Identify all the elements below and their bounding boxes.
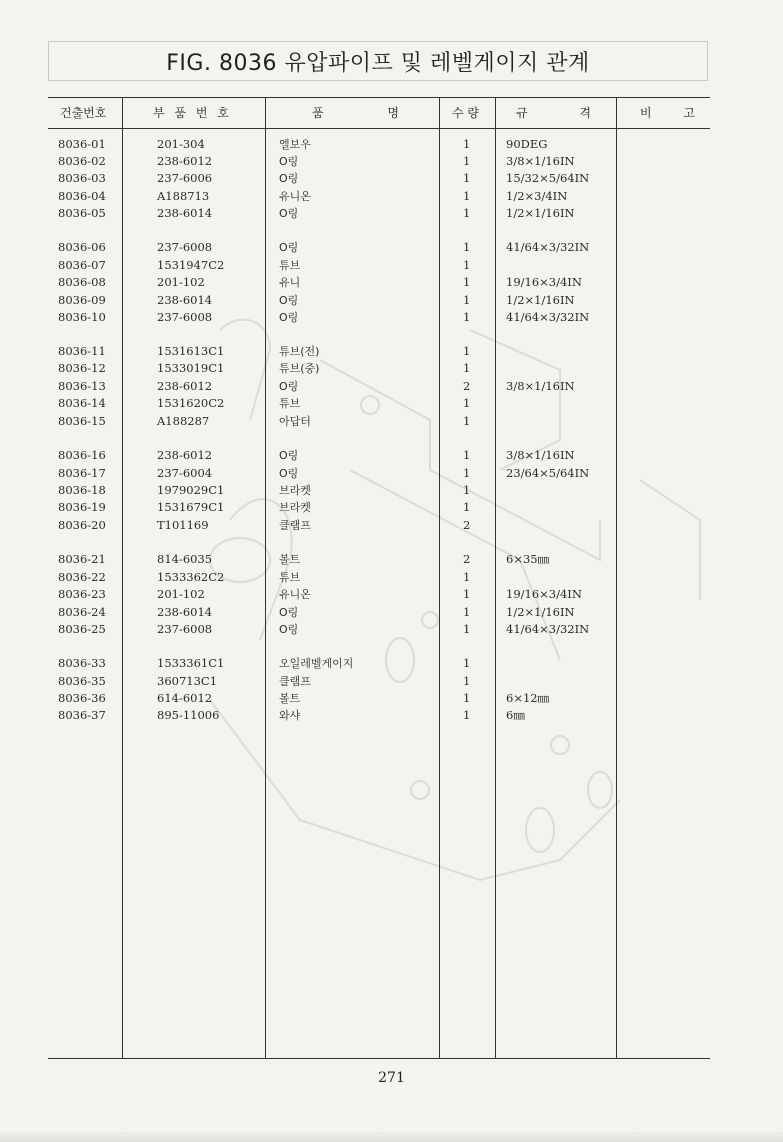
row-part-name: 유니온: [279, 588, 311, 601]
row-code: 8036-13: [58, 379, 106, 393]
row-part-number: 238-6014: [157, 206, 213, 220]
row-part-number: 814-6035: [157, 552, 213, 566]
row-quantity: 1: [463, 137, 471, 151]
row-part-number: T101169: [157, 518, 209, 532]
row-quantity: 1: [463, 570, 471, 584]
row-code: 8036-18: [58, 483, 106, 497]
row-part-number: 1533361C1: [157, 656, 225, 670]
row-part-number: 237-6008: [157, 310, 213, 324]
row-quantity: 2: [463, 518, 471, 532]
row-spec: 3/8×1/16IN: [506, 448, 575, 462]
row-spec: 1/2×1/16IN: [506, 293, 575, 307]
row-part-number: 614-6012: [157, 691, 213, 705]
row-quantity: 1: [463, 275, 471, 289]
row-part-number: 237-6008: [157, 622, 213, 636]
row-part-number: 1531947C2: [157, 258, 225, 272]
row-part-name: 볼트: [279, 692, 301, 705]
row-part-name: 엘보우: [279, 138, 311, 151]
page-number: 271: [378, 1070, 405, 1086]
row-spec: 6×35㎜: [506, 552, 550, 566]
row-code: 8036-37: [58, 708, 106, 722]
header-part-number: 부 품 번 호: [153, 106, 232, 120]
row-part-name: 오일레벨게이지: [279, 657, 354, 670]
row-quantity: 1: [463, 656, 471, 670]
row-part-number: 1533019C1: [157, 361, 225, 375]
row-quantity: 1: [463, 154, 471, 168]
row-part-number: A188287: [157, 414, 210, 428]
row-code: 8036-04: [58, 189, 106, 203]
row-code: 8036-14: [58, 396, 106, 410]
row-code: 8036-10: [58, 310, 106, 324]
row-quantity: 1: [463, 258, 471, 272]
row-quantity: 1: [463, 396, 471, 410]
row-code: 8036-20: [58, 518, 106, 532]
row-quantity: 1: [463, 708, 471, 722]
row-spec: 90DEG: [506, 137, 548, 151]
row-part-name: O링: [279, 449, 299, 462]
row-quantity: 2: [463, 552, 471, 566]
row-part-name: 튜브(중): [279, 362, 320, 375]
row-part-number: 1531679C1: [157, 500, 225, 514]
row-part-number: 201-304: [157, 137, 205, 151]
row-quantity: 1: [463, 691, 471, 705]
row-code: 8036-24: [58, 605, 106, 619]
row-quantity: 1: [463, 466, 471, 480]
row-quantity: 1: [463, 310, 471, 324]
row-code: 8036-17: [58, 466, 106, 480]
row-code: 8036-03: [58, 171, 106, 185]
table-bottom-rule: [48, 1058, 710, 1059]
column-divider: [122, 97, 123, 1059]
row-code: 8036-01: [58, 137, 106, 151]
row-part-name: O링: [279, 155, 299, 168]
row-code: 8036-23: [58, 587, 106, 601]
row-quantity: 1: [463, 414, 471, 428]
row-part-number: 237-6008: [157, 240, 213, 254]
row-code: 8036-19: [58, 500, 106, 514]
row-quantity: 1: [463, 240, 471, 254]
row-part-number: 1531613C1: [157, 344, 225, 358]
row-part-number: 238-6014: [157, 605, 213, 619]
row-spec: 15/32×5/64IN: [506, 171, 590, 185]
row-code: 8036-05: [58, 206, 106, 220]
row-part-number: 238-6012: [157, 379, 213, 393]
row-code: 8036-12: [58, 361, 106, 375]
row-quantity: 1: [463, 587, 471, 601]
row-spec: 41/64×3/32IN: [506, 622, 590, 636]
row-part-name: O링: [279, 172, 299, 185]
row-part-number: A188713: [157, 189, 210, 203]
row-code: 8036-11: [58, 344, 106, 358]
row-code: 8036-15: [58, 414, 106, 428]
row-spec: 1/2×1/16IN: [506, 206, 575, 220]
row-part-name: 와샤: [279, 709, 301, 722]
row-part-name: 유니온: [279, 190, 311, 203]
header-spec: 규 격: [516, 106, 591, 120]
row-part-name: 아답터: [279, 415, 311, 428]
row-quantity: 1: [463, 189, 471, 203]
row-spec: 41/64×3/32IN: [506, 310, 590, 324]
row-part-name: O링: [279, 467, 299, 480]
row-code: 8036-08: [58, 275, 106, 289]
row-spec: 19/16×3/4IN: [506, 587, 582, 601]
scan-edge-shadow: [0, 1132, 783, 1142]
row-part-number: 895-11006: [157, 708, 220, 722]
row-spec: 41/64×3/32IN: [506, 240, 590, 254]
header-code: 건출번호: [60, 106, 107, 120]
row-code: 8036-02: [58, 154, 106, 168]
row-part-name: 클램프: [279, 675, 311, 688]
row-quantity: 1: [463, 206, 471, 220]
row-part-name: 튜브: [279, 571, 301, 584]
row-part-number: 238-6012: [157, 154, 213, 168]
row-part-name: 유니: [279, 276, 301, 289]
row-part-name: 브라켓: [279, 484, 311, 497]
row-part-name: O링: [279, 311, 299, 324]
row-code: 8036-33: [58, 656, 106, 670]
row-part-number: 360713C1: [157, 674, 218, 688]
row-code: 8036-09: [58, 293, 106, 307]
row-part-name: 튜브: [279, 397, 301, 410]
header-bottom-rule: [48, 128, 710, 129]
row-part-number: 1531620C2: [157, 396, 225, 410]
row-code: 8036-35: [58, 674, 106, 688]
row-code: 8036-07: [58, 258, 106, 272]
row-code: 8036-22: [58, 570, 106, 584]
row-part-number: 201-102: [157, 587, 205, 601]
page-title: FIG. 8036 유압파이프 및 레벨게이지 관계: [48, 41, 708, 81]
row-part-number: 238-6014: [157, 293, 213, 307]
row-part-number: 1979029C1: [157, 483, 225, 497]
row-quantity: 1: [463, 293, 471, 307]
row-quantity: 1: [463, 448, 471, 462]
row-code: 8036-25: [58, 622, 106, 636]
row-quantity: 1: [463, 483, 471, 497]
row-part-number: 201-102: [157, 275, 205, 289]
row-part-name: O링: [279, 606, 299, 619]
row-spec: 6×12㎜: [506, 691, 550, 705]
column-divider: [616, 97, 617, 1059]
row-part-name: 클램프: [279, 519, 311, 532]
row-code: 8036-06: [58, 240, 106, 254]
row-spec: 23/64×5/64IN: [506, 466, 590, 480]
row-part-name: O링: [279, 207, 299, 220]
column-divider: [439, 97, 440, 1059]
row-part-name: O링: [279, 241, 299, 254]
row-spec: 1/2×1/16IN: [506, 605, 575, 619]
row-spec: 1/2×3/4IN: [506, 189, 568, 203]
row-quantity: 1: [463, 171, 471, 185]
row-quantity: 1: [463, 605, 471, 619]
column-divider: [495, 97, 496, 1059]
row-spec: 19/16×3/4IN: [506, 275, 582, 289]
header-remark: 비 고: [640, 106, 695, 120]
row-part-number: 1533362C2: [157, 570, 225, 584]
column-divider: [265, 97, 266, 1059]
row-quantity: 2: [463, 379, 471, 393]
row-code: 8036-16: [58, 448, 106, 462]
row-quantity: 1: [463, 344, 471, 358]
header-part-name: 품 명: [312, 106, 399, 120]
row-part-name: O링: [279, 623, 299, 636]
header-quantity: 수 량: [452, 106, 479, 120]
row-part-number: 238-6012: [157, 448, 213, 462]
row-code: 8036-21: [58, 552, 106, 566]
row-spec: 6㎜: [506, 708, 525, 722]
row-part-number: 237-6006: [157, 171, 213, 185]
row-part-name: 볼트: [279, 553, 301, 566]
row-part-name: O링: [279, 380, 299, 393]
row-part-name: 브라켓: [279, 501, 311, 514]
row-quantity: 1: [463, 622, 471, 636]
row-part-name: 튜브(전): [279, 345, 320, 358]
row-part-name: 튜브: [279, 259, 301, 272]
row-code: 8036-36: [58, 691, 106, 705]
row-quantity: 1: [463, 361, 471, 375]
row-spec: 3/8×1/16IN: [506, 379, 575, 393]
row-part-name: O링: [279, 294, 299, 307]
row-quantity: 1: [463, 674, 471, 688]
row-part-number: 237-6004: [157, 466, 213, 480]
row-spec: 3/8×1/16IN: [506, 154, 575, 168]
row-quantity: 1: [463, 500, 471, 514]
table-top-rule: [48, 97, 710, 98]
